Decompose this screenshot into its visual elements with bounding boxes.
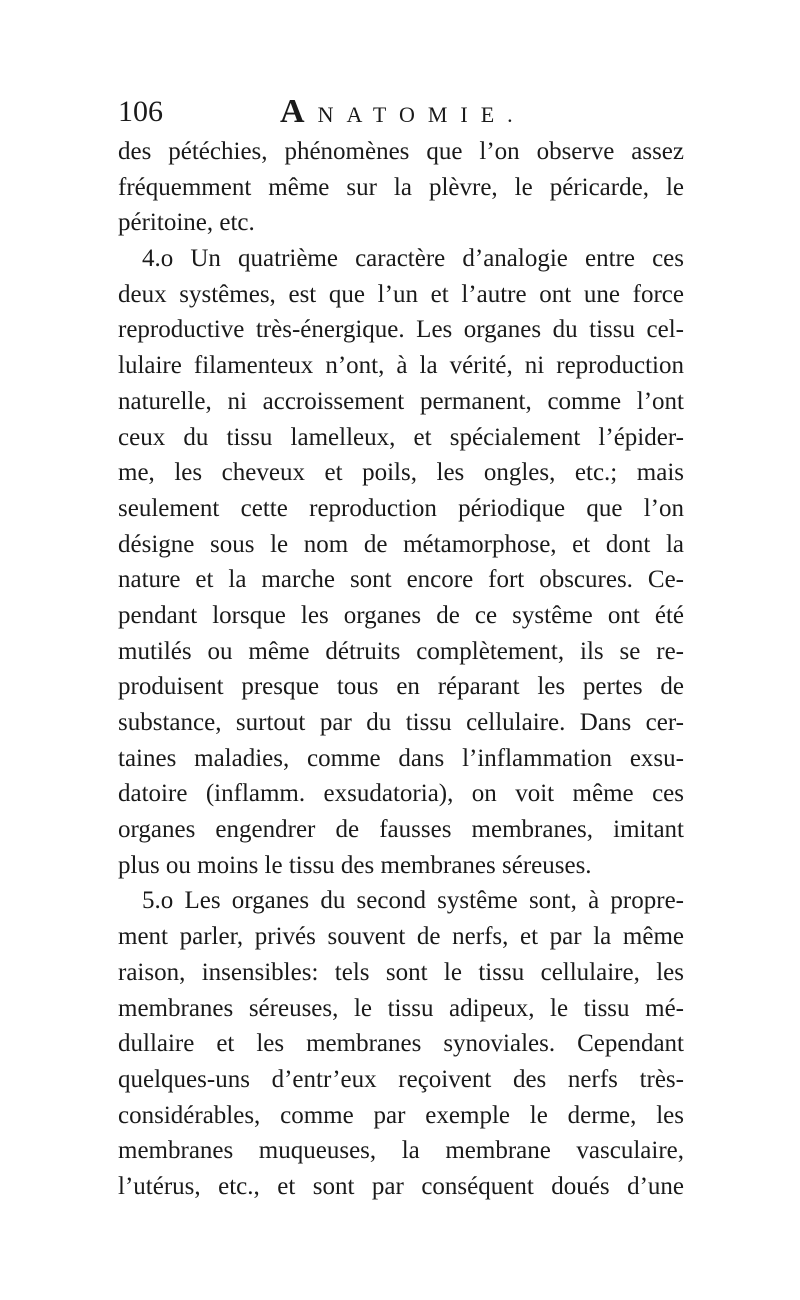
running-title — [280, 92, 526, 135]
text-line: ceux du tissu lamelleux, et spécialement l’épider- — [118, 423, 684, 451]
text-line: reproductive très-énergique. Les organes du tissu cel- — [118, 316, 684, 344]
text-line: l’utérus, etc., et sont par conséquent doués d’une — [118, 1172, 684, 1200]
text-line: nature et la marche sont encore fort obscures. Ce- — [118, 566, 684, 594]
text-line: taines maladies, comme dans l’inflammation exsu- — [118, 744, 684, 772]
text-line: seulement cette reproduction périodique que l’on — [118, 494, 684, 522]
text-line: 4.o Un quatrième caractère d’analogie entre ces — [142, 245, 684, 273]
text-line: mutilés ou même détruits complètement, ils se re- — [118, 637, 684, 665]
text-line: membranes séreuses, le tissu adipeux, le tissu mé- — [118, 994, 684, 1022]
text-line: organes engendrer de fausses membranes, imitant — [118, 816, 684, 844]
text-line: considérables, comme par exemple le derme, les — [118, 1101, 684, 1129]
text-line: des pétéchies, phénomènes que l’on observe assez — [118, 138, 684, 165]
text-line: deux systêmes, est que l’un et l’autre ont une force — [118, 280, 684, 308]
text-line: 5.o Les organes du second systême sont, à propre- — [142, 887, 684, 915]
text-line: péritoine, etc. — [118, 209, 255, 237]
body-text — [118, 134, 684, 1205]
text-line: produisent presque tous en réparant les pertes de — [118, 673, 684, 701]
page-number: 106 — [118, 95, 163, 128]
text-line: ment parler, privés souvent de nerfs, et par la même — [118, 923, 684, 951]
text-line: fréquemment même sur la plèvre, le péricarde, le — [118, 173, 684, 201]
running-head — [118, 92, 688, 132]
text-line: pendant lorsque les organes de ce systême ont été — [118, 601, 684, 629]
text-line: raison, insensibles: tels sont le tissu cellulaire, les — [118, 958, 684, 986]
text-line: datoire (inflamm. exsudatoria), on voit même ces — [118, 780, 684, 808]
text-line: substance, surtout par du tissu cellulaire. Dans cer- — [118, 709, 684, 736]
text-line: naturelle, ni accroissement permanent, comme l’ont — [118, 387, 684, 415]
text-line: dullaire et les membranes synoviales. Cependant — [118, 1030, 684, 1058]
text-line: désigne sous le nom de métamorphose, et dont la — [118, 530, 684, 558]
text-line: membranes muqueuses, la membrane vasculaire, — [118, 1137, 684, 1165]
text-line: quelques-uns d’entr’eux reçoivent des nerfs très- — [118, 1065, 684, 1093]
text-line: me, les cheveux et poils, les ongles, etc.; mais — [118, 459, 684, 487]
text-line: lulaire filamenteux n’ont, à la vérité, ni reproduction — [118, 352, 684, 380]
running-title-rest: NATOMIE. — [317, 102, 526, 127]
text-line: plus ou moins le tissu des membranes séreuses. — [118, 851, 592, 879]
running-title-initial: A — [280, 93, 318, 130]
